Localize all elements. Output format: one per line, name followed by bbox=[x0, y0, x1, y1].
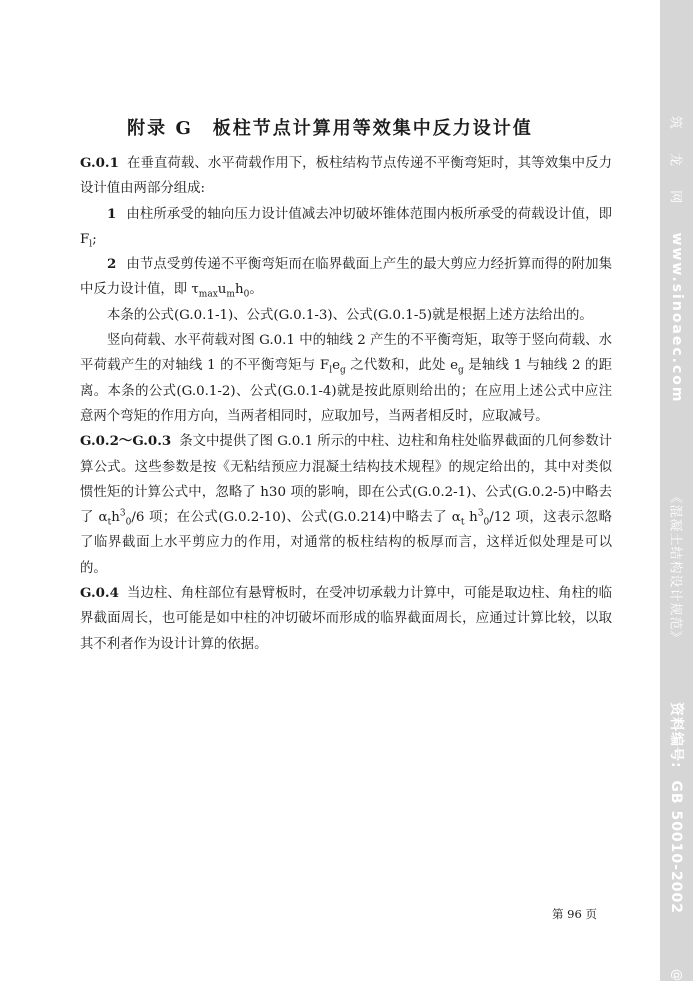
text-run: /6 项；在公式(G.0.2-10)、公式(G.0.214)中略去了 α bbox=[131, 510, 461, 526]
item-number: 1 bbox=[107, 205, 117, 222]
clause-g01 bbox=[80, 151, 612, 202]
text-run: /12 项，这表示忽略了临界截面上水平剪应力的作用，对通常的板柱结构的板厚而言，这样近似处理是可以的。 bbox=[80, 510, 612, 576]
clause-label: G.0.1 bbox=[80, 155, 119, 171]
symbol: e bbox=[332, 358, 341, 374]
clause-g04 bbox=[80, 581, 612, 657]
punct: 。 bbox=[249, 282, 263, 298]
item-2 bbox=[80, 252, 612, 303]
subscript: 0 bbox=[243, 290, 250, 301]
doc-code: GB 50010-2002 bbox=[667, 780, 684, 914]
page-number: 第 96 页 bbox=[552, 907, 597, 921]
symbol: h bbox=[464, 510, 478, 526]
text-run: 是轴线 1 与轴线 2 的距离。本条的公式(G.0.1-2)、公式(G.0.1-4)就是按此原则给出的；在应用上述公式中应注意两个弯矩的作用方向，当两者相同时，应取加号，当两者相反时，应取减号。 bbox=[80, 358, 612, 424]
clause-label: G.0.4 bbox=[80, 585, 119, 602]
subscript: max bbox=[198, 290, 218, 301]
subscript: 0 bbox=[483, 517, 490, 528]
subscript: t bbox=[107, 517, 112, 528]
appendix-title: 附录 G 板柱节点计算用等效集中反力设计值 bbox=[127, 118, 533, 139]
subscript: 0 bbox=[125, 517, 132, 528]
paragraph bbox=[80, 328, 612, 429]
subscript: m bbox=[226, 290, 235, 301]
book-title: 《混凝土结构设计规范》 bbox=[667, 490, 682, 645]
body-text bbox=[80, 151, 612, 657]
text-run: 之代数和，此处 e bbox=[345, 358, 459, 374]
clause-text: 在垂直荷载、水平荷载作用下，板柱结构节点传递不平衡弯矩时，其等效集中反力设计值由两部分组成: bbox=[80, 156, 612, 197]
doc-label: 资料编号: bbox=[667, 702, 684, 769]
at-symbol: @ bbox=[669, 969, 684, 981]
superscript: 3 bbox=[477, 508, 484, 519]
item-text: 由节点受剪传递不平衡弯矩而在临界截面上产生的最大剪应力经折算而得的附加集中反力设计值，即 τ bbox=[80, 257, 612, 298]
text-run: 条文中提供了图 G.0.1 所示的中柱、边柱和角柱处临界截面的几何参数计算公式。这些参数是按《无粘结预应力混凝土结构技术规程》的规定给出的，其中对类似惯性矩的计算公式中，忽略了 h30 项的影响，即在公式(G.0.2-1)、公式(G.0.2-5)中略去了 α bbox=[80, 434, 612, 526]
watermark-sidebar bbox=[660, 0, 693, 981]
subscript: g bbox=[340, 366, 346, 377]
document-number bbox=[667, 702, 687, 914]
clause-label: G.0.2～G.0.3 bbox=[80, 433, 172, 450]
subscript: t bbox=[460, 517, 465, 528]
clause-text: 当边柱、角柱部位有悬臂板时，在受冲切承载力计算中，可能是取边柱、角柱的临界截面周长，也可能是如中柱的冲切破坏而形成的临界截面周长，应通过计算比较，以取其不利者作为设计计算的依据。 bbox=[80, 586, 612, 652]
text-run: 竖向荷载、水平荷载对图 G.0.1 中的轴线 2 产生的不平衡弯矩，取等于竖向荷载、水平荷载产生的对轴线 1 的不平衡弯矩与 F bbox=[80, 333, 612, 374]
site-url: www.sinoaec.com bbox=[668, 232, 685, 404]
symbol: h bbox=[111, 510, 120, 526]
subscript: g bbox=[458, 366, 464, 377]
paragraph: 本条的公式(G.0.1-1)、公式(G.0.1-3)、公式(G.0.1-5)就是根据上述方法给出的。 bbox=[107, 307, 593, 323]
subscript: l bbox=[329, 366, 333, 377]
superscript: 3 bbox=[119, 508, 126, 519]
item-1 bbox=[80, 202, 612, 253]
item-text: 由柱所承受的轴向压力设计值减去冲切破坏锥体范围内板所承受的荷载设计值，即 F bbox=[80, 206, 612, 247]
item-number: 2 bbox=[107, 256, 117, 273]
symbol: u bbox=[217, 282, 227, 298]
subscript: l bbox=[89, 239, 93, 250]
punct: ; bbox=[92, 231, 97, 247]
clause-g02 bbox=[80, 429, 612, 581]
site-name: 筑 龙 网 bbox=[667, 115, 682, 214]
symbol: h bbox=[234, 282, 244, 298]
